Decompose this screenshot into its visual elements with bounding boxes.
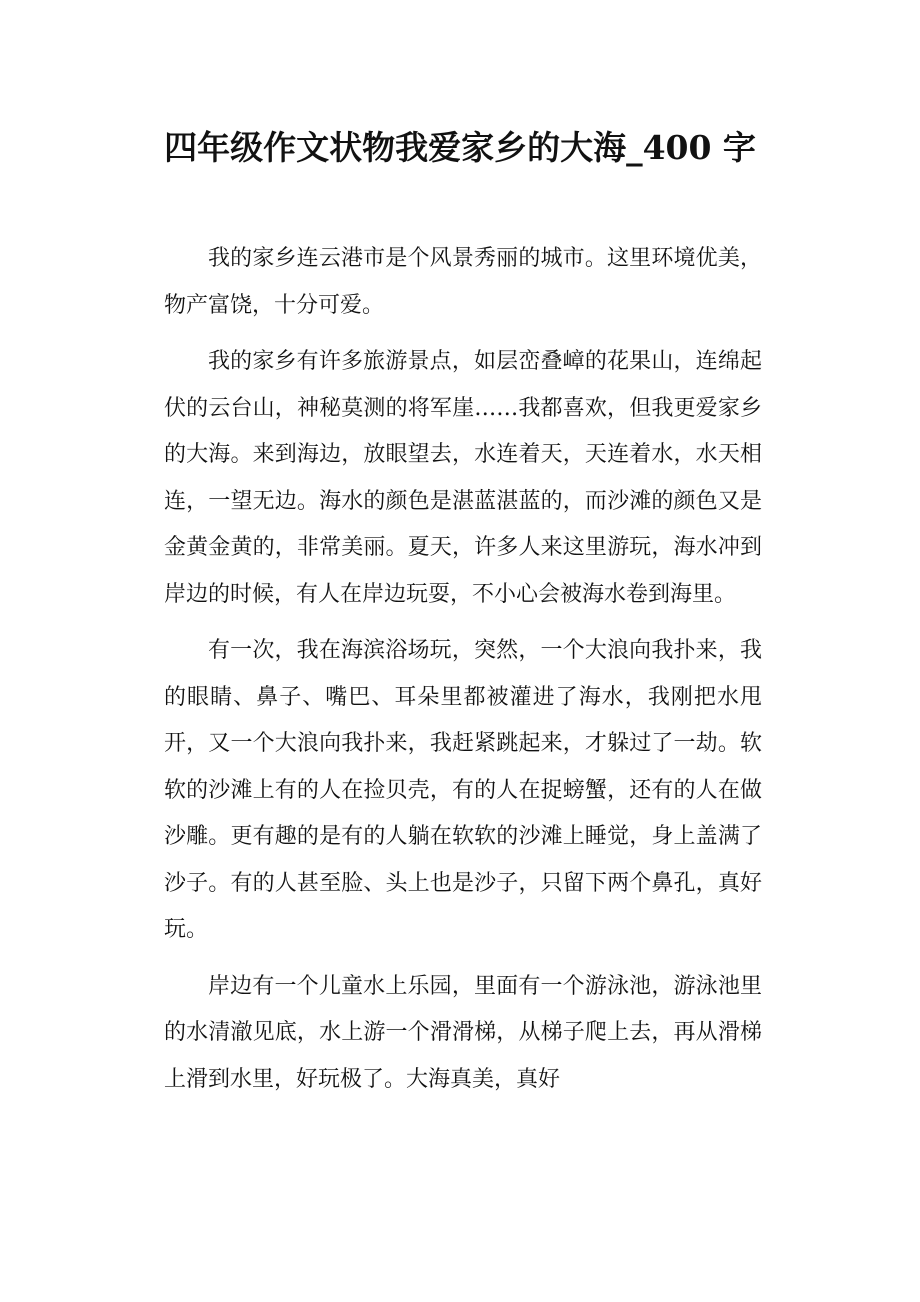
paragraph-hometown-intro: 我的家乡连云港市是个风景秀丽的城市。这里环境优美，物产富饶，十分可爱。 xyxy=(164,246,762,318)
document-body xyxy=(164,236,762,1113)
document-title: 四年级作文状物我爱家乡的大海_400 字 xyxy=(164,128,756,167)
paragraph-scenic-spots: 我的家乡有许多旅游景点，如层峦叠嶂的花果山，连绵起伏的云台山，神秘莫测的将军崖……我都喜欢，但我更爱家乡的大海。来到海边，放眼望去，水连着天，天连着水，水天相连，一望无边。海水的颜色是湛蓝湛蓝的，而沙滩的颜色又是金黄金黄的，非常美丽。夏天，许多人来这里游玩，海水冲到岸边的时候，有人在岸边玩耍，不小心会被海水卷到海里。 xyxy=(164,349,762,607)
paragraph-beach-experience: 有一次，我在海滨浴场玩，突然，一个大浪向我扑来，我的眼睛、鼻子、嘴巴、耳朵里都被灌进了海水，我刚把水甩开，又一个大浪向我扑来，我赶紧跳起来，才躲过了一劫。软软的沙滩上有的人在捡贝壳，有的人在捉螃蟹，还有的人在做沙雕。更有趣的是有的人躺在软软的沙滩上睡觉，身上盖满了沙子。有的人甚至脸、头上也是沙子，只留下两个鼻孔，真好玩。 xyxy=(164,638,762,942)
paragraph-water-park: 岸边有一个儿童水上乐园，里面有一个游泳池，游泳池里的水清澈见底，水上游一个滑滑梯，从梯子爬上去，再从滑梯上滑到水里，好玩极了。大海真美，真好 xyxy=(164,973,762,1092)
